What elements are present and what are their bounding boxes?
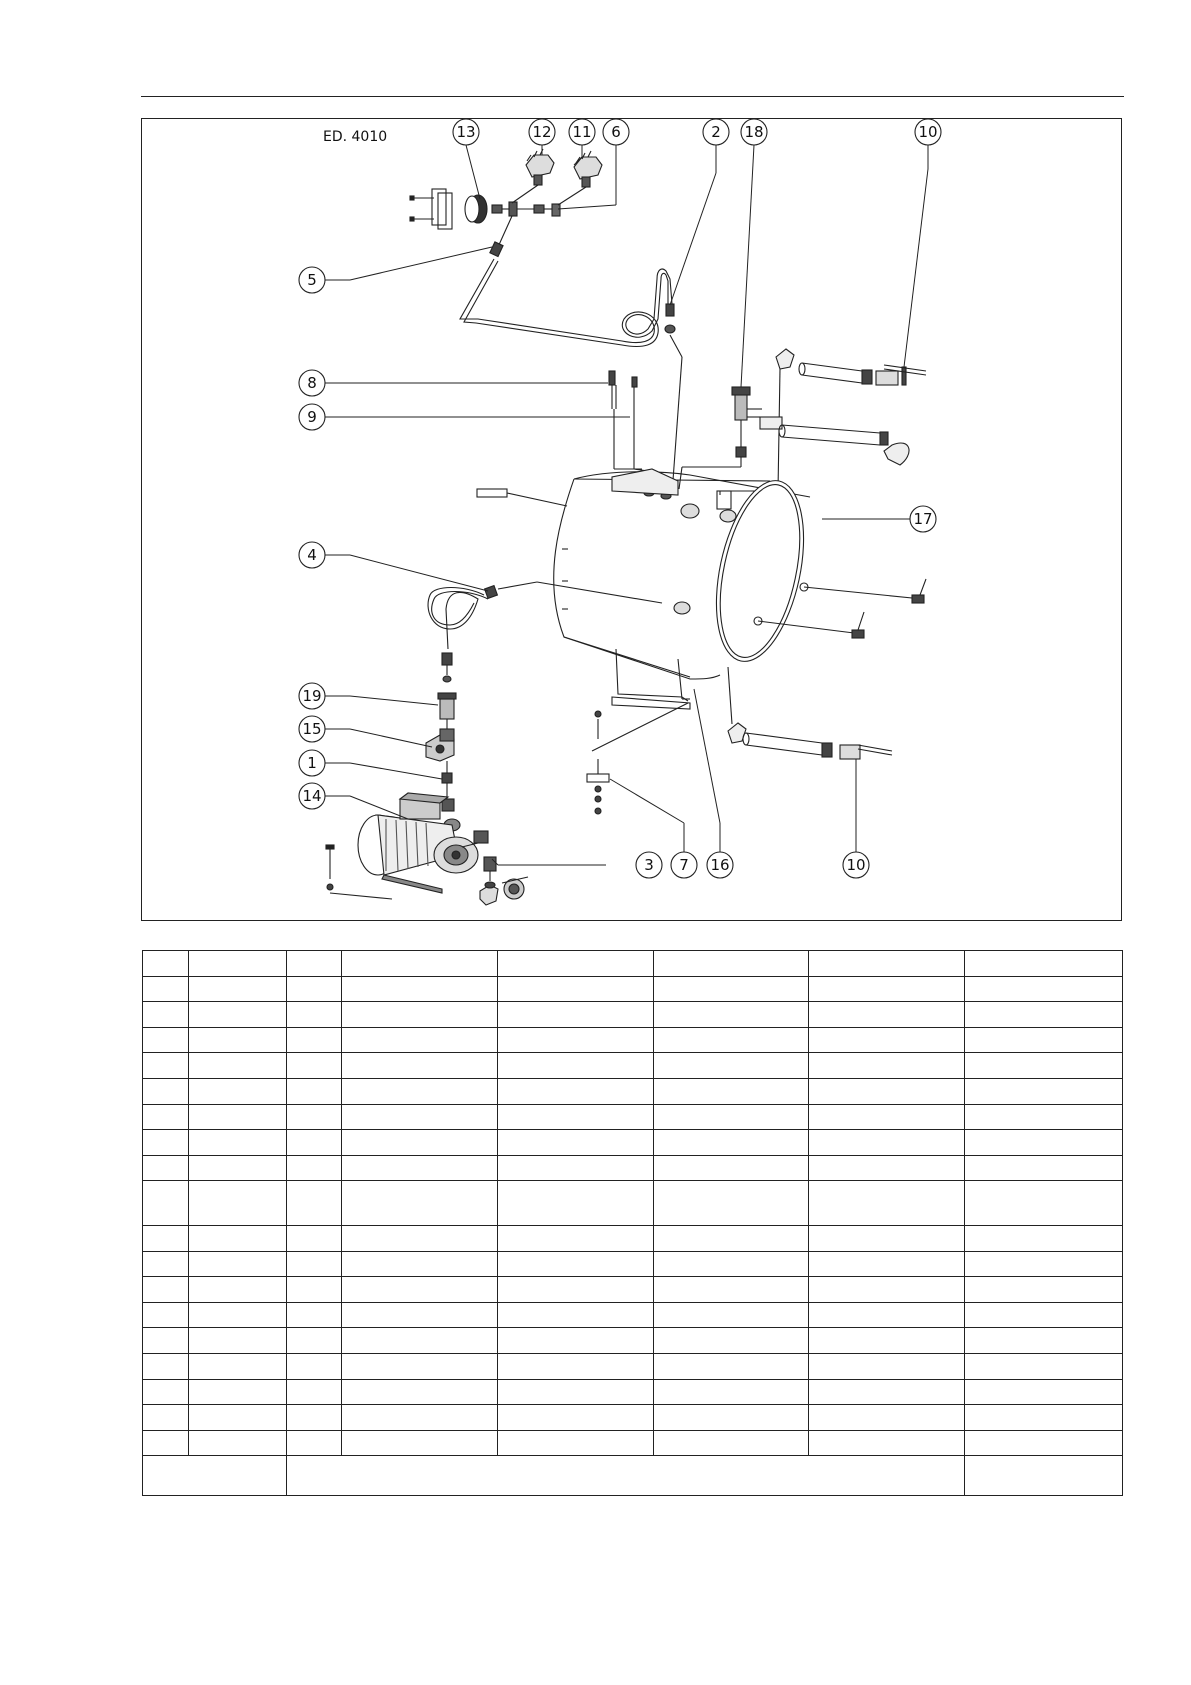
table-cell <box>342 1277 498 1303</box>
table-cell <box>189 1328 287 1354</box>
table-cell <box>498 1430 654 1456</box>
table-cell <box>189 1027 287 1053</box>
table-cell <box>342 1430 498 1456</box>
table-cell <box>809 1104 965 1130</box>
svg-text:18: 18 <box>744 123 764 141</box>
table-cell <box>809 1302 965 1328</box>
fitting-1 <box>442 773 452 783</box>
table-row <box>143 1405 1123 1431</box>
table-cell <box>143 976 189 1002</box>
svg-text:6: 6 <box>611 123 621 141</box>
table-cell <box>965 1155 1123 1181</box>
table-cell <box>342 951 498 977</box>
table-cell <box>143 1405 189 1431</box>
probe-9 <box>632 377 637 387</box>
table-cell <box>287 1302 342 1328</box>
table-cell <box>287 1277 342 1303</box>
table-cell <box>498 951 654 977</box>
table-row <box>143 1302 1123 1328</box>
svg-text:5: 5 <box>307 271 317 289</box>
table-cell <box>498 976 654 1002</box>
svg-text:7: 7 <box>679 856 689 874</box>
callout-1 <box>299 750 325 776</box>
table-cell <box>809 1353 965 1379</box>
connector-4 <box>485 586 498 599</box>
table-cell <box>654 1130 809 1156</box>
table-cell <box>342 1181 498 1226</box>
table-cell <box>809 1328 965 1354</box>
table-cell <box>287 1027 342 1053</box>
boiler-end-cap <box>702 473 819 670</box>
callout-19 <box>299 683 325 709</box>
connector-2 <box>666 304 674 316</box>
table-cell <box>287 1078 342 1104</box>
callout-10-bottom <box>843 852 869 878</box>
table-row <box>143 1328 1123 1354</box>
safety-valve <box>679 387 762 489</box>
table-cell <box>654 1328 809 1354</box>
table-cell <box>143 1302 189 1328</box>
table-cell <box>965 1405 1123 1431</box>
svg-text:16: 16 <box>710 856 730 874</box>
table-row <box>143 1078 1123 1104</box>
edition-label: ED. 4010 <box>323 129 388 145</box>
table-cell <box>342 1225 498 1251</box>
callout-9 <box>299 404 325 430</box>
table-cell <box>965 1302 1123 1328</box>
table-footer-cell <box>965 1456 1123 1496</box>
table-cell <box>287 1002 342 1028</box>
table-cell <box>143 1430 189 1456</box>
table-row <box>143 1181 1123 1226</box>
table-cell <box>498 1405 654 1431</box>
table-cell <box>143 1379 189 1405</box>
table-row <box>143 951 1123 977</box>
table-cell <box>654 1181 809 1226</box>
callout-17 <box>910 506 936 532</box>
table-cell <box>498 1225 654 1251</box>
table-cell <box>965 1430 1123 1456</box>
callout-18 <box>741 119 767 145</box>
callout-balloons <box>299 119 941 878</box>
table-row <box>143 1277 1123 1303</box>
callout-5 <box>299 267 325 293</box>
table-cell <box>189 1130 287 1156</box>
tee-mid <box>760 417 782 429</box>
table-cell <box>654 1379 809 1405</box>
table-cell <box>287 1430 342 1456</box>
callout-15 <box>299 716 325 742</box>
table-row <box>143 1251 1123 1277</box>
boiler-rod-left <box>477 489 507 497</box>
table-cell <box>342 1155 498 1181</box>
outlet-assembly <box>717 349 926 509</box>
callout-11 <box>569 119 595 145</box>
table-row <box>143 1104 1123 1130</box>
table-row <box>143 1155 1123 1181</box>
table-cell <box>965 1181 1123 1226</box>
table-cell <box>965 1104 1123 1130</box>
table-cell <box>965 976 1123 1002</box>
table-cell <box>342 1302 498 1328</box>
svg-text:17: 17 <box>913 510 933 528</box>
callout-14 <box>299 783 325 809</box>
table-cell <box>287 976 342 1002</box>
table-cell <box>809 951 965 977</box>
table-cell <box>189 976 287 1002</box>
check-valve-19 <box>440 699 454 719</box>
table-cell <box>287 1155 342 1181</box>
table-cell <box>654 1225 809 1251</box>
table-cell <box>143 1053 189 1079</box>
tee-fitting <box>509 202 517 216</box>
boiler-port-b <box>720 510 736 522</box>
callout-12 <box>529 119 555 145</box>
table-cell <box>189 1379 287 1405</box>
table-cell <box>287 1405 342 1431</box>
table-cell <box>189 1078 287 1104</box>
leader-lines <box>325 145 928 865</box>
table-row <box>143 1430 1123 1456</box>
table-cell <box>654 1002 809 1028</box>
table-cell <box>143 1155 189 1181</box>
table-row <box>143 1002 1123 1028</box>
svg-text:10: 10 <box>918 123 938 141</box>
table-cell <box>342 1027 498 1053</box>
table-cell <box>189 1302 287 1328</box>
table-footer-cell <box>287 1456 965 1496</box>
svg-text:9: 9 <box>307 408 317 426</box>
table-cell <box>654 1053 809 1079</box>
svg-text:12: 12 <box>532 123 552 141</box>
table-cell <box>342 1053 498 1079</box>
parts-list-table <box>142 950 1123 1496</box>
table-cell <box>809 1130 965 1156</box>
table-cell <box>287 1225 342 1251</box>
callout-10-top <box>915 119 941 145</box>
table-cell <box>654 951 809 977</box>
callout-16 <box>707 852 733 878</box>
table-cell <box>143 1251 189 1277</box>
table-cell <box>287 1328 342 1354</box>
exploded-view-drawing <box>141 118 1122 921</box>
table-cell <box>498 1027 654 1053</box>
sensing-pipe <box>460 259 682 494</box>
table-cell <box>342 1078 498 1104</box>
table-cell <box>342 976 498 1002</box>
table-cell <box>809 1430 965 1456</box>
gauge-bracket <box>432 189 446 225</box>
table-cell <box>654 1251 809 1277</box>
table-row <box>143 1353 1123 1379</box>
table-cell <box>189 1155 287 1181</box>
gauge-assembly <box>410 149 602 257</box>
table-cell <box>143 1130 189 1156</box>
table-cell <box>189 1430 287 1456</box>
union-fitting <box>552 204 560 216</box>
table-cell <box>809 1155 965 1181</box>
table-cell <box>965 1225 1123 1251</box>
table-cell <box>809 1277 965 1303</box>
callout-4 <box>299 542 325 568</box>
table-cell <box>965 1277 1123 1303</box>
table-cell <box>498 1130 654 1156</box>
table-cell <box>654 1405 809 1431</box>
table-cell <box>965 951 1123 977</box>
table-cell <box>965 1053 1123 1079</box>
table-cell <box>189 1225 287 1251</box>
table-cell <box>809 1078 965 1104</box>
table-cell <box>342 1002 498 1028</box>
table-cell <box>809 1181 965 1226</box>
table-cell <box>654 1104 809 1130</box>
table-cell <box>654 1155 809 1181</box>
boiler-tank <box>477 469 926 759</box>
table-cell <box>809 1225 965 1251</box>
probe-8 <box>609 371 615 385</box>
safety-valve-body <box>735 394 747 420</box>
table-row <box>143 1130 1123 1156</box>
callout-8 <box>299 370 325 396</box>
table-cell <box>342 1104 498 1130</box>
table-cell <box>809 1053 965 1079</box>
table-cell <box>498 1155 654 1181</box>
bracket-foot <box>587 774 609 782</box>
table-cell <box>498 1302 654 1328</box>
table-cell <box>809 1002 965 1028</box>
table-cell <box>809 1027 965 1053</box>
table-cell <box>189 951 287 977</box>
exploded-view-svg <box>142 119 1123 922</box>
boiler-socket <box>717 491 731 509</box>
table-cell <box>143 951 189 977</box>
table-cell <box>654 1302 809 1328</box>
table-cell <box>965 1251 1123 1277</box>
callout-7 <box>671 852 697 878</box>
table-row <box>143 976 1123 1002</box>
svg-text:11: 11 <box>572 123 592 141</box>
svg-text:14: 14 <box>302 787 322 805</box>
svg-text:8: 8 <box>307 374 317 392</box>
table-cell <box>654 1027 809 1053</box>
callout-2 <box>703 119 729 145</box>
table-cell <box>287 1130 342 1156</box>
ball-valve-upper <box>876 371 898 385</box>
table-cell <box>143 1353 189 1379</box>
gauge-bracket-back <box>438 193 452 229</box>
svg-text:10: 10 <box>846 856 866 874</box>
table-row <box>143 1053 1123 1079</box>
svg-text:19: 19 <box>302 687 322 705</box>
table-cell <box>498 1251 654 1277</box>
elbow-upper <box>776 349 794 369</box>
table-cell <box>189 1251 287 1277</box>
callout-6 <box>603 119 629 145</box>
table-cell <box>189 1405 287 1431</box>
table-cell <box>287 1181 342 1226</box>
connector-5 <box>490 242 503 257</box>
table-cell <box>654 1430 809 1456</box>
table-cell <box>143 1104 189 1130</box>
callout-3 <box>636 852 662 878</box>
table-cell <box>654 976 809 1002</box>
table-cell <box>654 1353 809 1379</box>
table-cell <box>965 1002 1123 1028</box>
pump-motor-14 <box>326 793 528 905</box>
table-cell <box>287 1053 342 1079</box>
table-cell <box>498 1078 654 1104</box>
table-cell <box>342 1379 498 1405</box>
table-footer-cell <box>143 1456 287 1496</box>
table-cell <box>143 1078 189 1104</box>
table-cell <box>189 1104 287 1130</box>
svg-text:3: 3 <box>644 856 654 874</box>
table-cell <box>342 1353 498 1379</box>
table-row <box>143 1027 1123 1053</box>
table-cell <box>809 1251 965 1277</box>
table-cell <box>143 1002 189 1028</box>
table-cell <box>287 1379 342 1405</box>
table-cell <box>965 1379 1123 1405</box>
ball-valve-lower <box>840 745 860 759</box>
table-cell <box>965 1328 1123 1354</box>
table-cell <box>287 951 342 977</box>
table-row <box>143 1379 1123 1405</box>
table-cell <box>143 1277 189 1303</box>
table-cell <box>143 1328 189 1354</box>
table-cell <box>189 1181 287 1226</box>
table-row <box>143 1225 1123 1251</box>
table-cell <box>143 1181 189 1226</box>
elbow-right <box>884 443 909 465</box>
table-cell <box>965 1027 1123 1053</box>
table-cell <box>287 1353 342 1379</box>
table-cell <box>809 976 965 1002</box>
table-cell <box>498 1181 654 1226</box>
table-cell <box>287 1251 342 1277</box>
table-cell <box>498 1277 654 1303</box>
svg-text:1: 1 <box>307 754 317 772</box>
table-cell <box>809 1379 965 1405</box>
table-cell <box>498 1353 654 1379</box>
table-cell <box>965 1130 1123 1156</box>
table-cell <box>498 1002 654 1028</box>
svg-text:15: 15 <box>302 720 322 738</box>
table-cell <box>965 1078 1123 1104</box>
table-cell <box>143 1225 189 1251</box>
table-cell <box>287 1104 342 1130</box>
table-cell <box>189 1353 287 1379</box>
boiler-port-c <box>674 602 690 614</box>
table-footer-row <box>143 1456 1123 1496</box>
table-cell <box>809 1405 965 1431</box>
table-cell <box>189 1053 287 1079</box>
table-cell <box>498 1379 654 1405</box>
table-cell <box>189 1002 287 1028</box>
pressure-switch-12 <box>526 155 554 177</box>
table-cell <box>654 1078 809 1104</box>
table-cell <box>189 1277 287 1303</box>
table-cell <box>498 1053 654 1079</box>
parts-table-body <box>143 951 1123 1496</box>
header-rule <box>141 96 1124 97</box>
table-cell <box>965 1353 1123 1379</box>
svg-text:2: 2 <box>711 123 721 141</box>
svg-text:13: 13 <box>456 123 476 141</box>
callout-13 <box>453 119 479 145</box>
table-cell <box>342 1130 498 1156</box>
boiler-port-a <box>681 504 699 518</box>
bracket-plate <box>612 697 690 709</box>
table-cell <box>342 1405 498 1431</box>
table-cell <box>498 1104 654 1130</box>
table-cell <box>654 1277 809 1303</box>
table-cell <box>342 1251 498 1277</box>
svg-text:4: 4 <box>307 546 317 564</box>
inlet-coil <box>428 582 662 682</box>
table-cell <box>143 1027 189 1053</box>
table-cell <box>342 1328 498 1354</box>
table-cell <box>498 1328 654 1354</box>
